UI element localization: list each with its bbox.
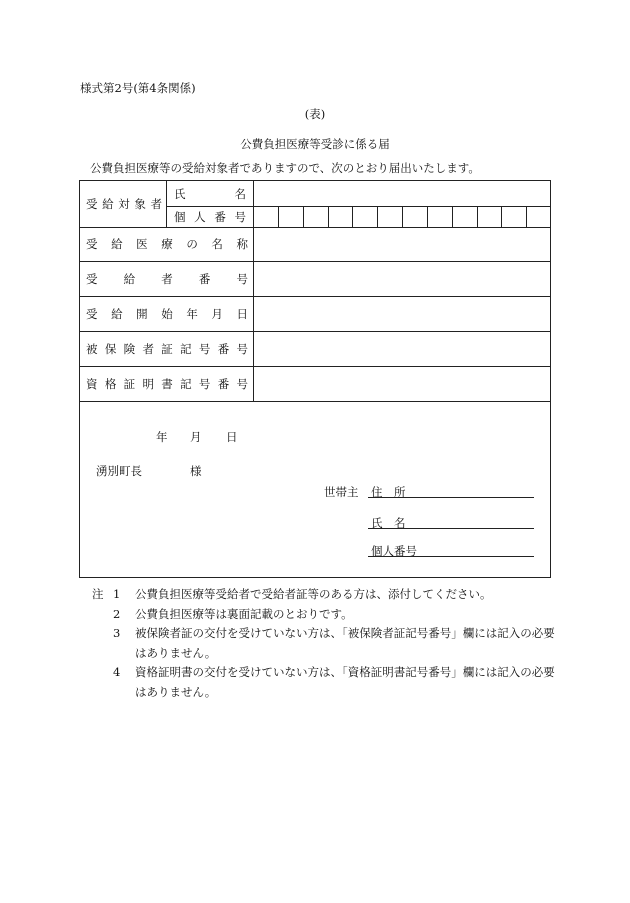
label-char: 号 [236,271,248,286]
signature-number-label: 個人番号 [371,544,417,558]
label-char: 称 [236,237,248,251]
date-year: 年 [156,430,168,444]
label-char: 受 [86,271,98,286]
label-char: 記 [180,376,192,391]
digit-box[interactable] [328,207,353,227]
digit-box[interactable] [477,207,502,227]
label-char: 被 [86,341,98,356]
note-text: 公費負担医療等受給者で受給者証等のある方は、添付してください。 [135,587,492,601]
label-char: 受 [86,197,98,211]
date-month: 月 [190,430,202,444]
label-char: 番 [217,341,230,356]
individual-number-label-text [174,209,246,225]
row-label [86,261,248,296]
digit-box[interactable] [427,207,452,227]
note-head [92,605,113,625]
addressee: 湧別町長 [96,464,142,478]
note-head: 注 [92,587,104,601]
signature-name-label: 氏 名 [371,516,406,530]
label-char: 記 [180,341,192,356]
digit-box[interactable] [352,207,377,227]
form-table [79,180,551,578]
label-char: 象 [134,197,146,211]
note-item [92,585,565,605]
note-head [92,624,113,663]
label-char: 対 [118,197,130,211]
label-char: 名 [234,186,246,201]
note-number: 1 [113,587,121,601]
label-char: 号 [236,341,248,356]
note-number: 2 [113,606,121,621]
row-label [86,331,248,366]
note-item [92,624,565,663]
label-char: の [186,237,198,251]
row-label [86,366,248,401]
name-label [174,181,246,206]
label-char: 給 [111,237,123,251]
row-divider [80,401,551,402]
label-char: 給 [111,306,123,321]
note-item [92,663,565,702]
label-char: 年 [186,306,198,321]
digit-box[interactable] [278,207,303,227]
name-label-text [174,186,246,202]
label-char: 号 [198,376,211,391]
side-indicator: (表) [304,107,326,121]
label-char: 人 [194,209,206,224]
digit-box[interactable] [253,207,278,227]
row-label [86,227,248,261]
label-char: 療 [161,237,173,251]
label-char: 給 [102,197,114,211]
digit-box[interactable] [303,207,328,227]
label-char: 名 [211,237,223,251]
label-char: 番 [214,209,226,224]
label-char: 明 [142,376,154,391]
note-number: 4 [113,665,121,679]
label-char: 険 [123,341,136,356]
digit-box[interactable] [452,207,477,227]
label-char: 証 [161,341,173,356]
date-day: 日 [226,430,238,444]
label-char: 給 [123,271,136,286]
note-head [92,663,113,702]
name-line[interactable] [368,528,534,529]
label-char: 保 [104,341,117,356]
label-char: 始 [161,306,173,321]
label-char: 号 [236,376,248,391]
label-char: 氏 [174,186,186,201]
notes [92,585,565,702]
digit-box[interactable] [402,207,427,227]
column-divider [166,181,167,227]
form-number: 様式第2号(第4条関係) [80,81,196,95]
note-text: 公費負担医療等は裏面記載のとおりです。 [135,606,353,621]
recipient-label [86,181,162,227]
note-text: 資格証明書の交付を受けていない方は、「資格証明書記号番号」欄には記入の必要はありません。 [135,665,555,699]
number-line[interactable] [368,556,534,557]
note-number: 3 [113,626,121,640]
row-input-field[interactable] [254,262,550,296]
row-input-field[interactable] [254,367,550,401]
householder-label: 世帯主 [324,485,359,499]
row-input-field[interactable] [254,297,550,331]
label-char: 受 [86,306,98,321]
address-line[interactable] [368,497,534,498]
label-char: 証 [123,376,136,391]
label-char: 医 [136,237,148,251]
row-input-field[interactable] [254,228,550,261]
label-char: 開 [136,306,148,321]
document-title: 公費負担医療等受診に係る届 [240,137,390,151]
digit-box[interactable] [526,207,551,227]
digit-box[interactable] [501,207,526,227]
label-char: 番 [198,271,211,286]
label-char: 格 [104,376,117,391]
label-char: 号 [198,341,211,356]
label-char: 者 [142,341,154,356]
label-char: 者 [161,271,173,286]
honorific: 様 [190,464,202,478]
label-char: 書 [161,376,173,391]
label-char: 番 [217,376,230,391]
address-label: 住 所 [371,485,406,499]
label-char: 受 [86,237,98,251]
row-input-field[interactable] [254,332,550,366]
label-char: 者 [150,197,162,211]
label-char: 月 [211,306,223,321]
note-item [92,605,565,625]
individual-number-label [174,206,246,227]
label-char: 日 [236,306,248,321]
label-char: 資 [86,376,98,391]
label-char: 個 [174,209,186,224]
row-label [86,296,248,331]
lead-text: 公費負担医療等の受給対象者でありますので、次のとおり届出いたします。 [90,161,480,175]
recipient-label-text [86,196,162,212]
digit-box[interactable] [377,207,402,227]
label-char: 号 [234,209,246,224]
name-field[interactable] [254,182,550,206]
note-text: 被保険者証の交付を受けていない方は、「被保険者証記号番号」欄には記入の必要はありません。 [135,626,555,660]
